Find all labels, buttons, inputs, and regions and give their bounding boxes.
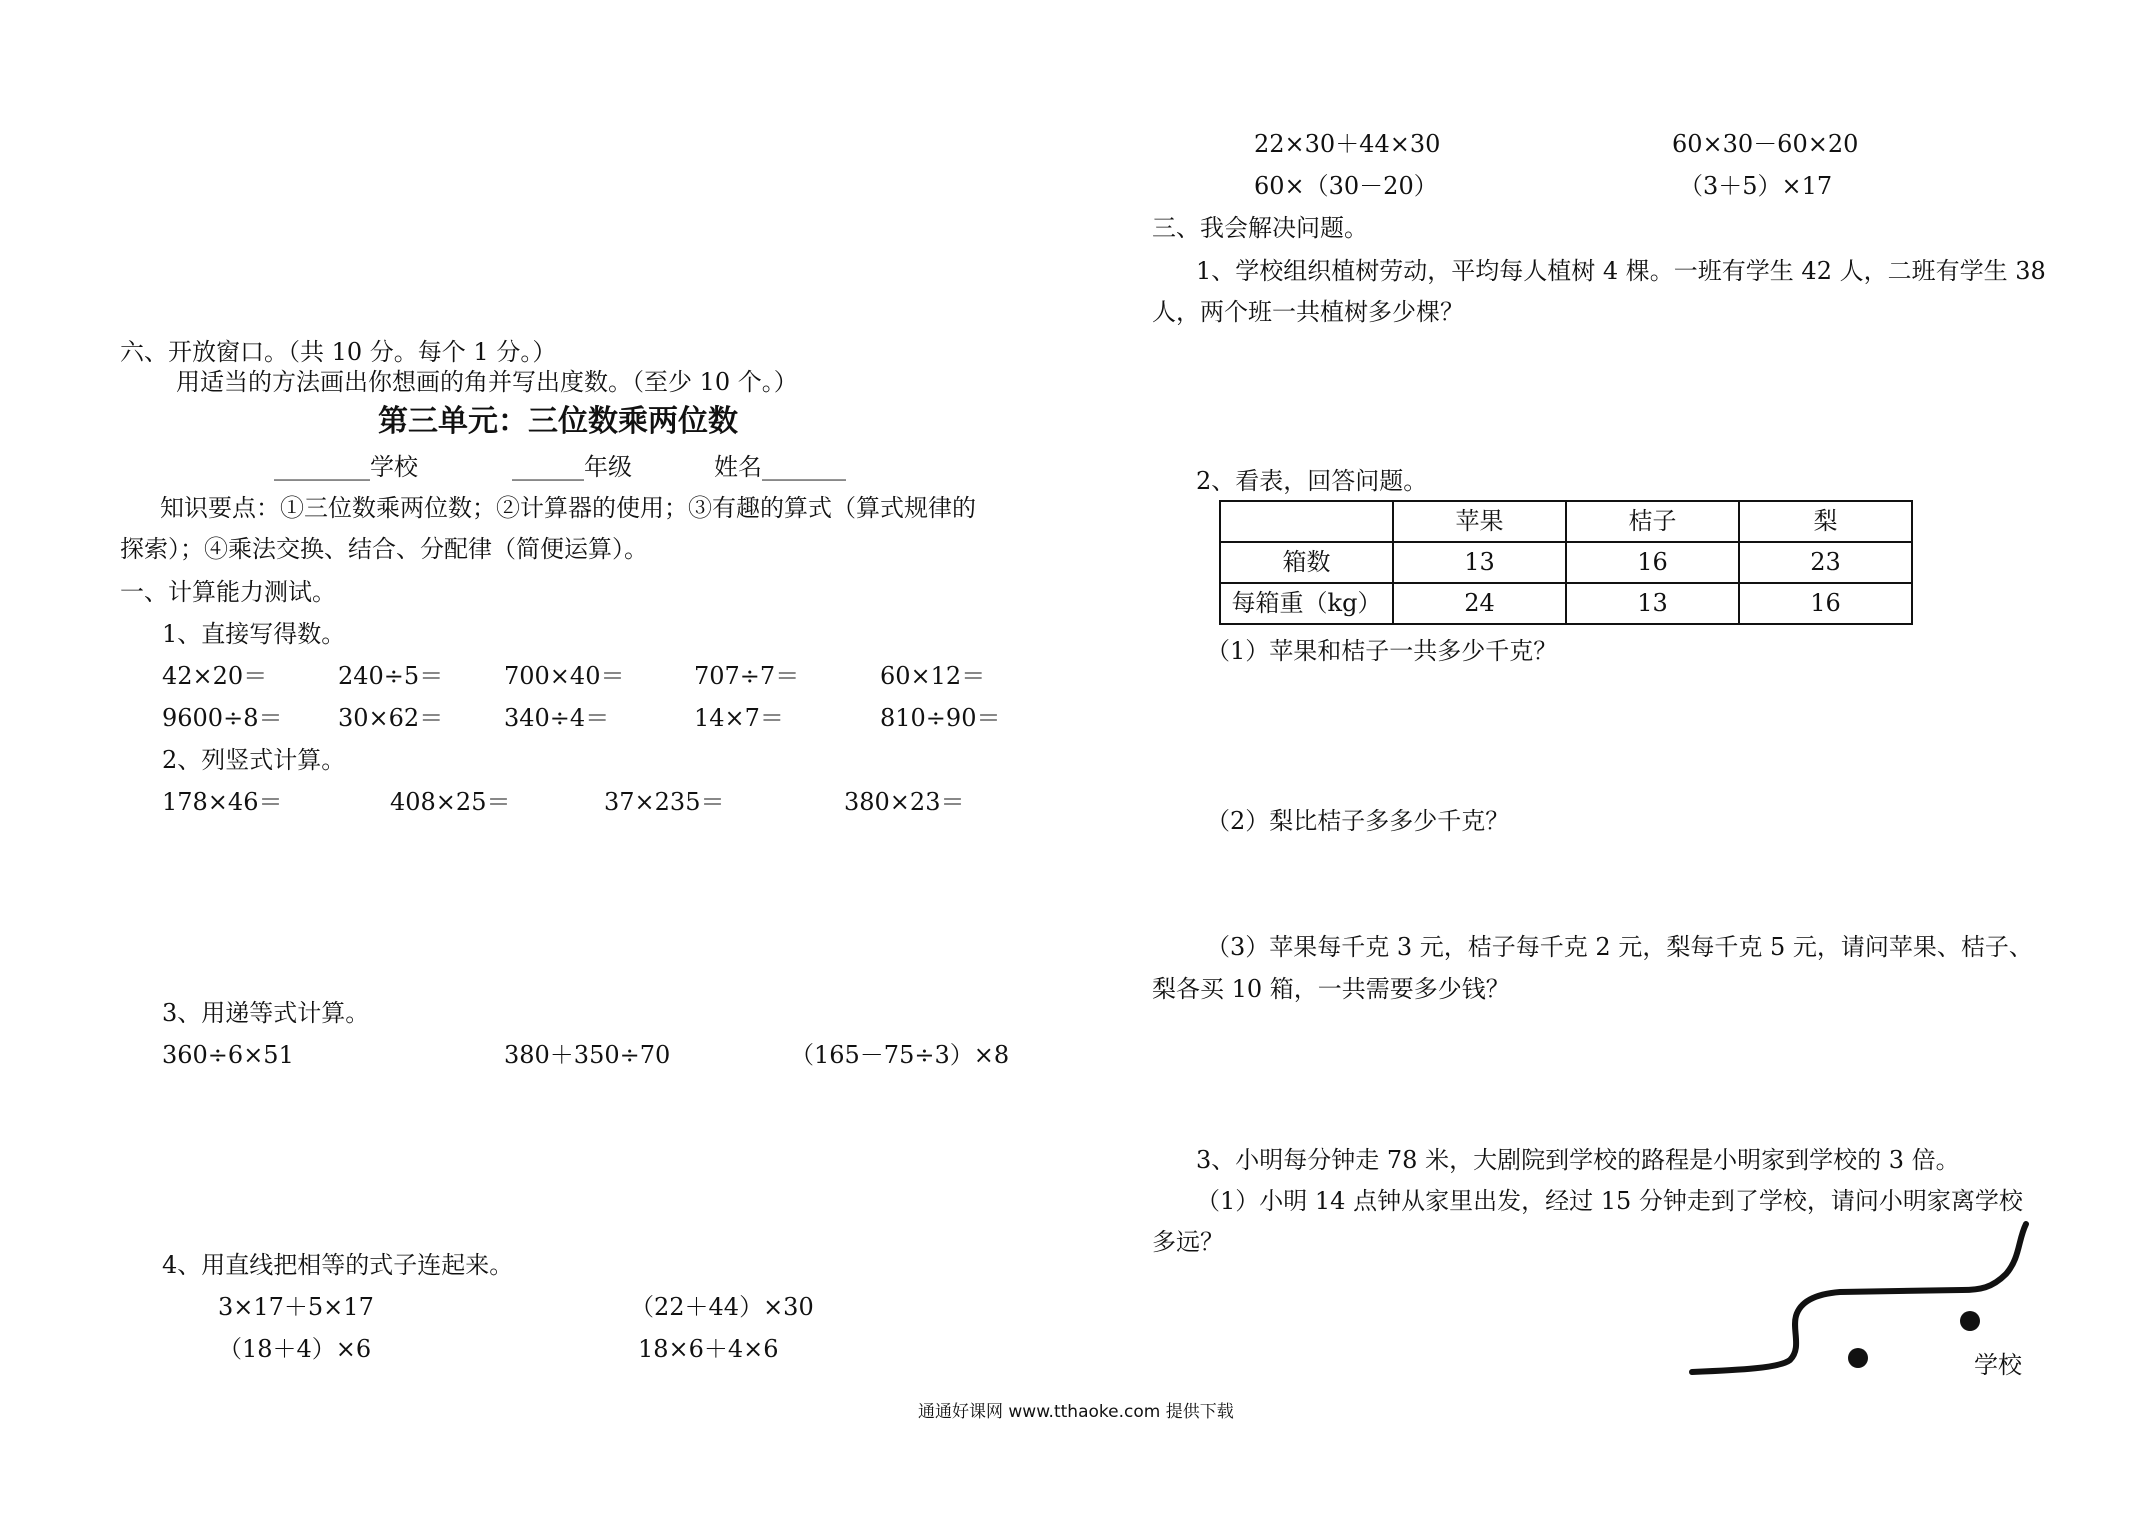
problem2-sub3-line2: 梨各买 10 箱，一共需要多少钱？ [1152,975,1510,1003]
problem2-heading: 2、看表，回答问题。 [1196,467,1428,495]
table-cell: 16 [1566,542,1739,583]
problem1-line2: 人，两个班一共植树多少棵？ [1152,298,1464,326]
section6-instruction: 用适当的方法画出你想画的角并写出度数。（至少 10 个。） [176,368,798,396]
part1-heading: 一、计算能力测试。 [120,578,336,606]
table-row-header: 箱数 [1220,542,1393,583]
oral-calc-item: 707÷7＝ [694,662,800,690]
table-cell: 24 [1393,583,1566,624]
problem2-sub3-line1: （3）苹果每千克 3 元，桔子每千克 2 元，梨每千克 5 元，请问苹果、桔子、 [1206,933,2033,961]
home-dot [1848,1348,1868,1368]
grade-field: ______年级 [512,453,632,481]
problem2-sub2: （2）梨比桔子多多少千克？ [1206,807,1510,835]
stepwise-calc-item: 360÷6×51 [162,1041,294,1069]
vertical-calc-item: 380×23＝ [844,788,965,816]
oral-calc-item: 240÷5＝ [338,662,444,690]
oral-calc-item: 14×7＝ [694,704,784,732]
expr-b: 60×30－60×20 [1672,130,1859,158]
map-school-label: 学校 [1974,1351,2022,1379]
fruit-table [1219,500,1913,625]
section6-heading: 六、开放窗口。（共 10 分。每个 1 分。） [120,338,557,366]
match-right-item: 18×6＋4×6 [638,1335,779,1363]
oral-calc-item: 9600÷8＝ [162,704,283,732]
oral-calc-item: 42×20＝ [162,662,268,690]
expr-d: （3＋5）×17 [1679,172,1833,200]
oral-calc-item: 30×62＝ [338,704,444,732]
school-dot [1960,1311,1980,1331]
problem2-sub1: （1）苹果和桔子一共多少千克？ [1206,637,1558,665]
footer-text: 通通好课网 www.tthaoke.com 提供下载 [918,1402,1234,1422]
table-cell: 13 [1566,583,1739,624]
q1-heading: 1、直接写得数。 [162,620,346,648]
table-header-cell: 梨 [1739,501,1912,542]
oral-calc-item: 700×40＝ [504,662,625,690]
oral-calc-item: 340÷4＝ [504,704,610,732]
unit-title: 第三单元：三位数乘两位数 [378,404,738,439]
table-row-header: 每箱重（kg） [1220,583,1393,624]
table-cell: 23 [1739,542,1912,583]
problem3-line1: 3、小明每分钟走 78 米，大剧院到学校的路程是小明家到学校的 3 倍。 [1196,1146,1960,1174]
q4-heading: 4、用直线把相等的式子连起来。 [162,1251,514,1279]
vertical-calc-item: 37×235＝ [604,788,725,816]
problem3-sub1-line1: （1）小明 14 点钟从家里出发，经过 15 分钟走到了学校，请问小明家离学校 [1196,1187,2023,1215]
expr-a: 22×30＋44×30 [1254,130,1441,158]
problem1-line1: 1、学校组织植树劳动，平均每人植树 4 棵。一班有学生 42 人，二班有学生 38 [1196,257,2046,285]
oral-calc-item: 810÷90＝ [880,704,1001,732]
knowledge-points-line1: 知识要点：①三位数乘两位数；②计算器的使用；③有趣的算式（算式规律的 [160,494,976,522]
q3-heading: 3、用递等式计算。 [162,999,370,1027]
problem3-sub1-line2: 多远？ [1152,1228,1224,1256]
table-header-cell: 桔子 [1566,501,1739,542]
match-left-item: 3×17＋5×17 [218,1293,374,1321]
table-cell [1220,501,1393,542]
q2-heading: 2、列竖式计算。 [162,746,346,774]
knowledge-points-line2: 探索）；④乘法交换、结合、分配律（简便运算）。 [120,535,648,563]
table-row [1220,542,1912,583]
vertical-calc-item: 408×25＝ [390,788,511,816]
stepwise-calc-item: （165－75÷3）×8 [790,1041,1010,1069]
table-header-cell: 苹果 [1393,501,1566,542]
stepwise-calc-item: 380＋350÷70 [504,1041,671,1069]
oral-calc-item: 60×12＝ [880,662,986,690]
expr-c: 60×（30－20） [1254,172,1438,200]
table-cell: 16 [1739,583,1912,624]
name-field: 姓名_______ [714,453,846,481]
match-right-item: （22＋44）×30 [630,1293,814,1321]
table-row [1220,583,1912,624]
part3-heading: 三、我会解决问题。 [1152,214,1368,242]
school-field: ________学校 [274,453,418,481]
table-cell: 13 [1393,542,1566,583]
match-left-item: （18＋4）×6 [218,1335,372,1363]
table-row [1220,501,1912,542]
vertical-calc-item: 178×46＝ [162,788,283,816]
